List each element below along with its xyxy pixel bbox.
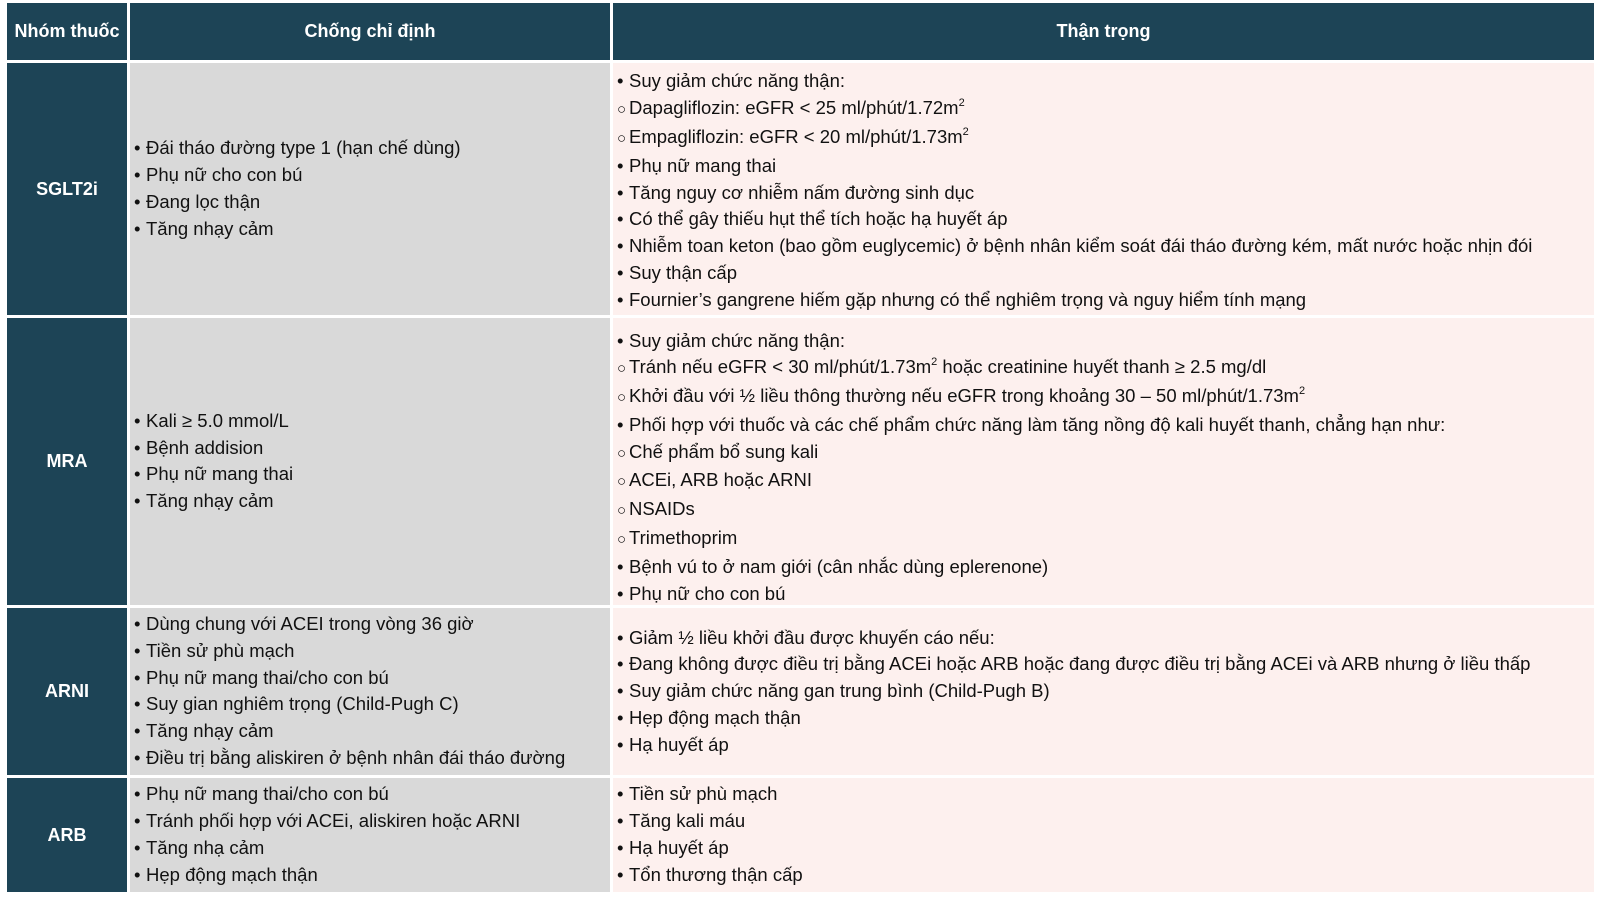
bullet-marker: • (617, 680, 624, 702)
caution-item (617, 525, 1590, 554)
sub-bullet-marker: ○ (617, 473, 627, 491)
bullet-marker: • (134, 137, 141, 159)
item-text: Phụ nữ cho con bú (146, 164, 303, 186)
header-caution: Thận trọng (613, 3, 1594, 60)
bullet-marker: • (617, 733, 624, 755)
bullet-marker: • (134, 490, 141, 512)
item-text: Có thể gây thiếu hụt thể tích hoặc hạ huyết áp (629, 208, 1008, 230)
contraindication-item (134, 638, 606, 665)
superscript: 2 (1298, 385, 1306, 398)
bullet-marker: • (617, 261, 624, 283)
bullet-marker: • (134, 810, 141, 832)
caution-item (617, 124, 1590, 153)
row-mra-contra (130, 318, 610, 605)
contraindication-item (134, 808, 606, 835)
item-text: Hạ huyết áp (629, 836, 729, 858)
bullet-marker: • (134, 693, 141, 715)
item-text: NSAIDs (629, 498, 695, 520)
caution-item (617, 153, 1590, 180)
bullet-marker: • (617, 783, 624, 805)
contraindication-item (134, 135, 606, 162)
sub-bullet-marker: ○ (617, 502, 627, 520)
bullet-marker: • (617, 181, 624, 203)
contraindication-item (134, 611, 606, 638)
bullet-marker: • (617, 810, 624, 832)
bullet-marker: • (617, 706, 624, 728)
row-arni-contra (130, 608, 610, 775)
item-text: Suy giảm chức năng gan trung bình (Child-Pugh B) (629, 680, 1050, 702)
item-text: Đang không được điều trị bằng ACEi hoặc ARB hoặc đang được điều trị bằng ACEi và ARB nhưng ở liều thấp (629, 653, 1531, 675)
item-text: Đái tháo đường type 1 (hạn chế dùng) (146, 137, 461, 159)
item-text: Kali ≥ 5.0 mmol/L (146, 409, 289, 431)
item-text: Đang lọc thận (146, 190, 261, 212)
superscript: 2 (958, 97, 965, 110)
row-arni-group: ARNI (7, 608, 127, 775)
contra-list (134, 408, 606, 515)
contraindication-item (134, 216, 606, 243)
item-text: Suy giảm chức năng thận: (629, 70, 846, 92)
bullet-marker: • (617, 288, 624, 310)
row-sglt2i-caution (613, 63, 1594, 315)
row-sglt2i-group: SGLT2i (7, 63, 127, 315)
bullet-marker: • (617, 836, 624, 858)
item-text: Tránh nếu eGFR < 30 ml/phút/1.73m (629, 356, 932, 378)
item-text: Suy gian nghiêm trọng (Child-Pugh C) (146, 693, 459, 715)
contraindication-item (134, 665, 606, 692)
item-text: Tăng nhạy cảm (146, 490, 274, 512)
contraindication-item (134, 461, 606, 488)
item-text: Giảm ½ liều khởi đầu được khuyến cáo nếu: (629, 626, 995, 648)
contraindication-item (134, 745, 606, 772)
caution-item (617, 678, 1590, 705)
caution-item (617, 287, 1590, 314)
contraindication-item (134, 718, 606, 745)
bullet-marker: • (134, 720, 141, 742)
contraindication-item (134, 162, 606, 189)
bullet-marker: • (617, 329, 624, 351)
item-text: Nhiễm toan keton (bao gồm euglycemic) ở bệnh nhân kiểm soát đái tháo đường kém, mất nước hoặc nhịn đói (629, 235, 1533, 257)
sub-bullet-marker: ○ (617, 129, 627, 147)
item-text: Bệnh addision (146, 436, 264, 458)
item-text: Phụ nữ mang thai/cho con bú (146, 783, 389, 805)
item-text: Phụ nữ mang thai (629, 154, 777, 176)
item-text-continued: hoặc creatinine huyết thanh ≥ 2.5 mg/dl (937, 356, 1267, 378)
caution-list (617, 328, 1590, 608)
contraindication-item (134, 435, 606, 462)
item-text: Tăng kali máu (629, 810, 746, 832)
sub-bullet-marker: ○ (617, 389, 627, 407)
contraindication-item (134, 408, 606, 435)
caution-item (617, 467, 1590, 496)
bullet-marker: • (617, 626, 624, 648)
bullet-marker: • (134, 836, 141, 858)
bullet-marker: • (617, 208, 624, 230)
item-text: Hẹp động mạch thận (146, 863, 318, 885)
item-text: Tiền sử phù mạch (629, 783, 778, 805)
bullet-marker: • (617, 70, 624, 92)
caution-item (617, 68, 1590, 95)
bullet-marker: • (617, 863, 624, 885)
contraindication-item (134, 862, 606, 889)
bullet-marker: • (617, 582, 624, 604)
contraindication-item (134, 488, 606, 515)
caution-item (617, 439, 1590, 468)
item-text: Dùng chung với ACEI trong vòng 36 giờ (146, 613, 474, 635)
caution-item (617, 705, 1590, 732)
sub-bullet-marker: ○ (617, 360, 627, 378)
contra-list (134, 611, 606, 772)
item-text: Empagliflozin: eGFR < 20 ml/phút/1.73m (629, 125, 963, 147)
bullet-marker: • (134, 639, 141, 661)
caution-item (617, 625, 1590, 652)
header-contraindication: Chống chỉ định (130, 3, 610, 60)
bullet-marker: • (134, 666, 141, 688)
bullet-marker: • (134, 190, 141, 212)
bullet-marker: • (134, 164, 141, 186)
item-text: Chế phẩm bổ sung kali (629, 440, 819, 462)
bullet-marker: • (134, 217, 141, 239)
bullet-marker: • (134, 747, 141, 769)
item-text: Khởi đầu với ½ liều thông thường nếu eGFR trong khoảng 30 – 50 ml/phút/1.73m (629, 385, 1299, 407)
caution-item (617, 835, 1590, 862)
item-text: Dapagliflozin: eGFR < 25 ml/phút/1.72m (629, 97, 959, 119)
item-text: Tránh phối hợp với ACEi, aliskiren hoặc ARNI (146, 810, 521, 832)
item-text: Suy giảm chức năng thận: (629, 329, 846, 351)
item-text: Điều trị bằng aliskiren ở bệnh nhân đái tháo đường (146, 747, 566, 769)
item-text: Tổn thương thận cấp (629, 863, 803, 885)
contra-list (134, 781, 606, 888)
caution-list (617, 781, 1590, 888)
sub-bullet-marker: ○ (617, 444, 627, 462)
item-text: Suy thận cấp (629, 261, 737, 283)
sub-bullet-marker: ○ (617, 531, 627, 549)
contraindication-item (134, 835, 606, 862)
row-arni-caution (613, 608, 1594, 775)
drug-table (7, 3, 1594, 892)
caution-list (617, 625, 1590, 759)
item-text: Phụ nữ mang thai (146, 463, 294, 485)
item-text: Hạ huyết áp (629, 733, 729, 755)
bullet-marker: • (134, 783, 141, 805)
item-text: Phụ nữ mang thai/cho con bú (146, 666, 389, 688)
caution-list (617, 68, 1590, 313)
item-text: Phụ nữ cho con bú (629, 582, 786, 604)
caution-item (617, 328, 1590, 355)
caution-item (617, 581, 1590, 608)
caution-item (617, 260, 1590, 287)
item-text: Tăng nhạy cảm (146, 217, 274, 239)
item-text: Tăng nhạ cảm (146, 836, 265, 858)
caution-item (617, 354, 1590, 383)
bullet-marker: • (617, 413, 624, 435)
bullet-marker: • (617, 555, 624, 577)
item-text: Tiền sử phù mạch (146, 639, 295, 661)
caution-item (617, 781, 1590, 808)
item-text: Fournier’s gangrene hiếm gặp nhưng có thể nghiêm trọng và nguy hiểm tính mạng (629, 288, 1307, 310)
caution-item (617, 412, 1590, 439)
caution-item (617, 206, 1590, 233)
bullet-marker: • (134, 409, 141, 431)
row-mra-group: MRA (7, 318, 127, 605)
contraindication-item (134, 781, 606, 808)
bullet-marker: • (617, 235, 624, 257)
caution-item (617, 862, 1590, 889)
caution-item (617, 496, 1590, 525)
item-text: Tăng nguy cơ nhiễm nấm đường sinh dục (629, 181, 975, 203)
caution-item (617, 383, 1590, 412)
contraindication-item (134, 691, 606, 718)
bullet-marker: • (134, 463, 141, 485)
bullet-marker: • (134, 436, 141, 458)
item-text: Phối hợp với thuốc và các chế phẩm chức năng làm tăng nồng độ kali huyết thanh, chẳng hạn như: (629, 413, 1446, 435)
contraindication-item (134, 189, 606, 216)
bullet-marker: • (617, 653, 624, 675)
caution-item (617, 233, 1590, 260)
bullet-marker: • (617, 154, 624, 176)
header-group: Nhóm thuốc (7, 3, 127, 60)
superscript: 2 (962, 125, 969, 138)
item-text: Bệnh vú to ở nam giới (cân nhắc dùng eplerenone) (629, 555, 1049, 577)
caution-item (617, 180, 1590, 207)
bullet-marker: • (134, 613, 141, 635)
caution-item (617, 651, 1590, 678)
item-text: Trimethoprim (629, 527, 738, 549)
caution-item (617, 808, 1590, 835)
row-arb-contra (130, 778, 610, 892)
item-text: Hẹp động mạch thận (629, 706, 801, 728)
item-text: ACEi, ARB hoặc ARNI (629, 469, 813, 491)
caution-item (617, 732, 1590, 759)
sub-bullet-marker: ○ (617, 101, 627, 119)
row-sglt2i-contra (130, 63, 610, 315)
row-arb-group: ARB (7, 778, 127, 892)
superscript: 2 (931, 356, 938, 369)
item-text: Tăng nhạy cảm (146, 720, 274, 742)
row-arb-caution (613, 778, 1594, 892)
caution-item (617, 95, 1590, 124)
bullet-marker: • (134, 863, 141, 885)
row-mra-caution (613, 318, 1594, 605)
caution-item (617, 554, 1590, 581)
contra-list (134, 135, 606, 242)
